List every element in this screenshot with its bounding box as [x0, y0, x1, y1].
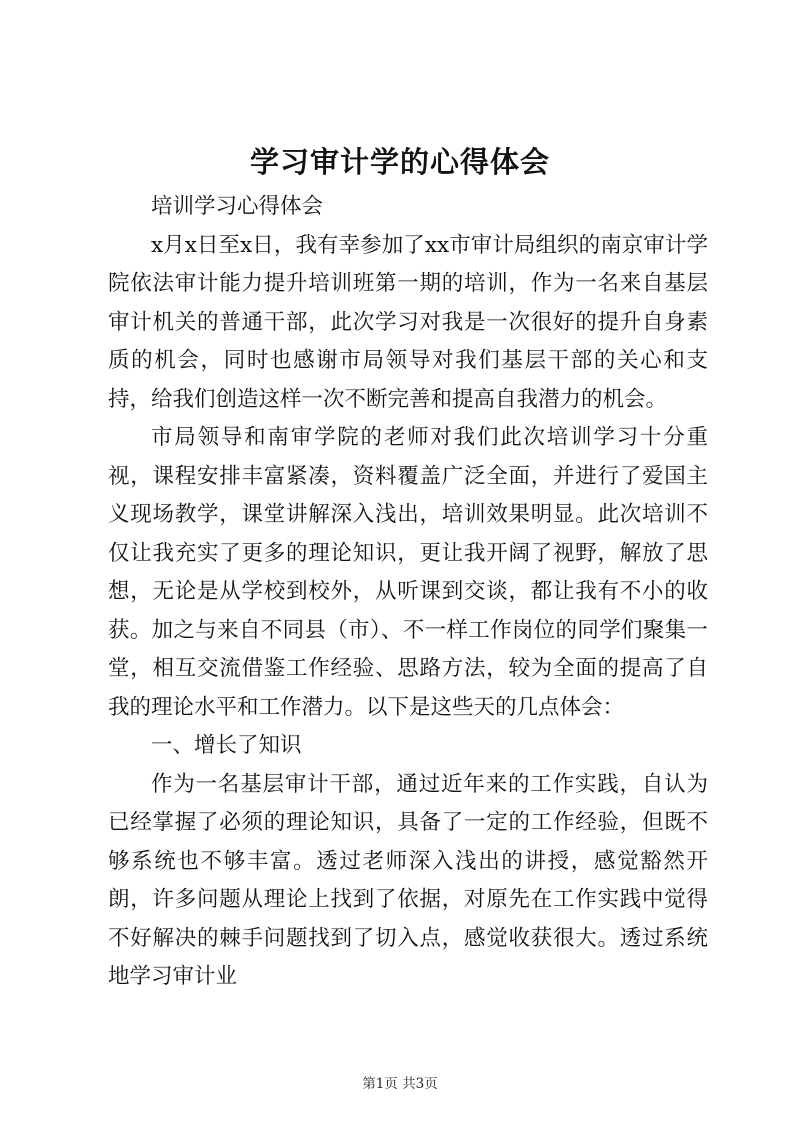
paragraph-training-overview: 市局领导和南审学院的老师对我们此次培训学习十分重视，课程安排丰富紧凑，资料覆盖广泛全面，并进行了爱国主义现场教学，课堂讲解深入浅出，培训效果明显。此次培训不仅让我充实了更多的理论知识，更让我开阔了视野，解放了思想，无论是从学校到校外，从听课到交谈，都让我有不小的收获。加之与来自不同县（市）、不一样工作岗位的同学们聚集一堂，相互交流借鉴工作经验、思路方法，较为全面的提高了自我的理论水平和工作潜力。以下是这些天的几点体会： [108, 425, 708, 720]
document-body [108, 188, 708, 997]
paragraph-intro: x月x日至x日，我有幸参加了xx市审计局组织的南京审计学院依法审计能力提升培训班第一期的培训，作为一名来自基层审计机关的普通干部，此次学习对我是一次很好的提升自身素质的机会，同时也感谢市局领导对我们基层干部的关心和支持，给我们创造这样一次不断完善和提高自我潜力的机会。 [108, 232, 708, 412]
page-number-footer: 第1页 共3页 [362, 1076, 438, 1092]
document-title: 学习审计学的心得体会 [249, 145, 550, 179]
paragraph-knowledge: 作为一名基层审计干部，通过近年来的工作实践，自认为已经掌握了必须的理论知识，具备了一定的工作经验，但既不够系统也不够丰富。透过老师深入浅出的讲授，感觉豁然开朗，许多问题从理论上找到了依据，对原先在工作实践中觉得不好解决的棘手问题找到了切入点，感觉收获很大。透过系统地学习审计业 [108, 771, 708, 989]
paragraph-subtitle: 培训学习心得体会 [151, 194, 324, 219]
section-heading-knowledge: 一、增长了知识 [151, 733, 302, 758]
